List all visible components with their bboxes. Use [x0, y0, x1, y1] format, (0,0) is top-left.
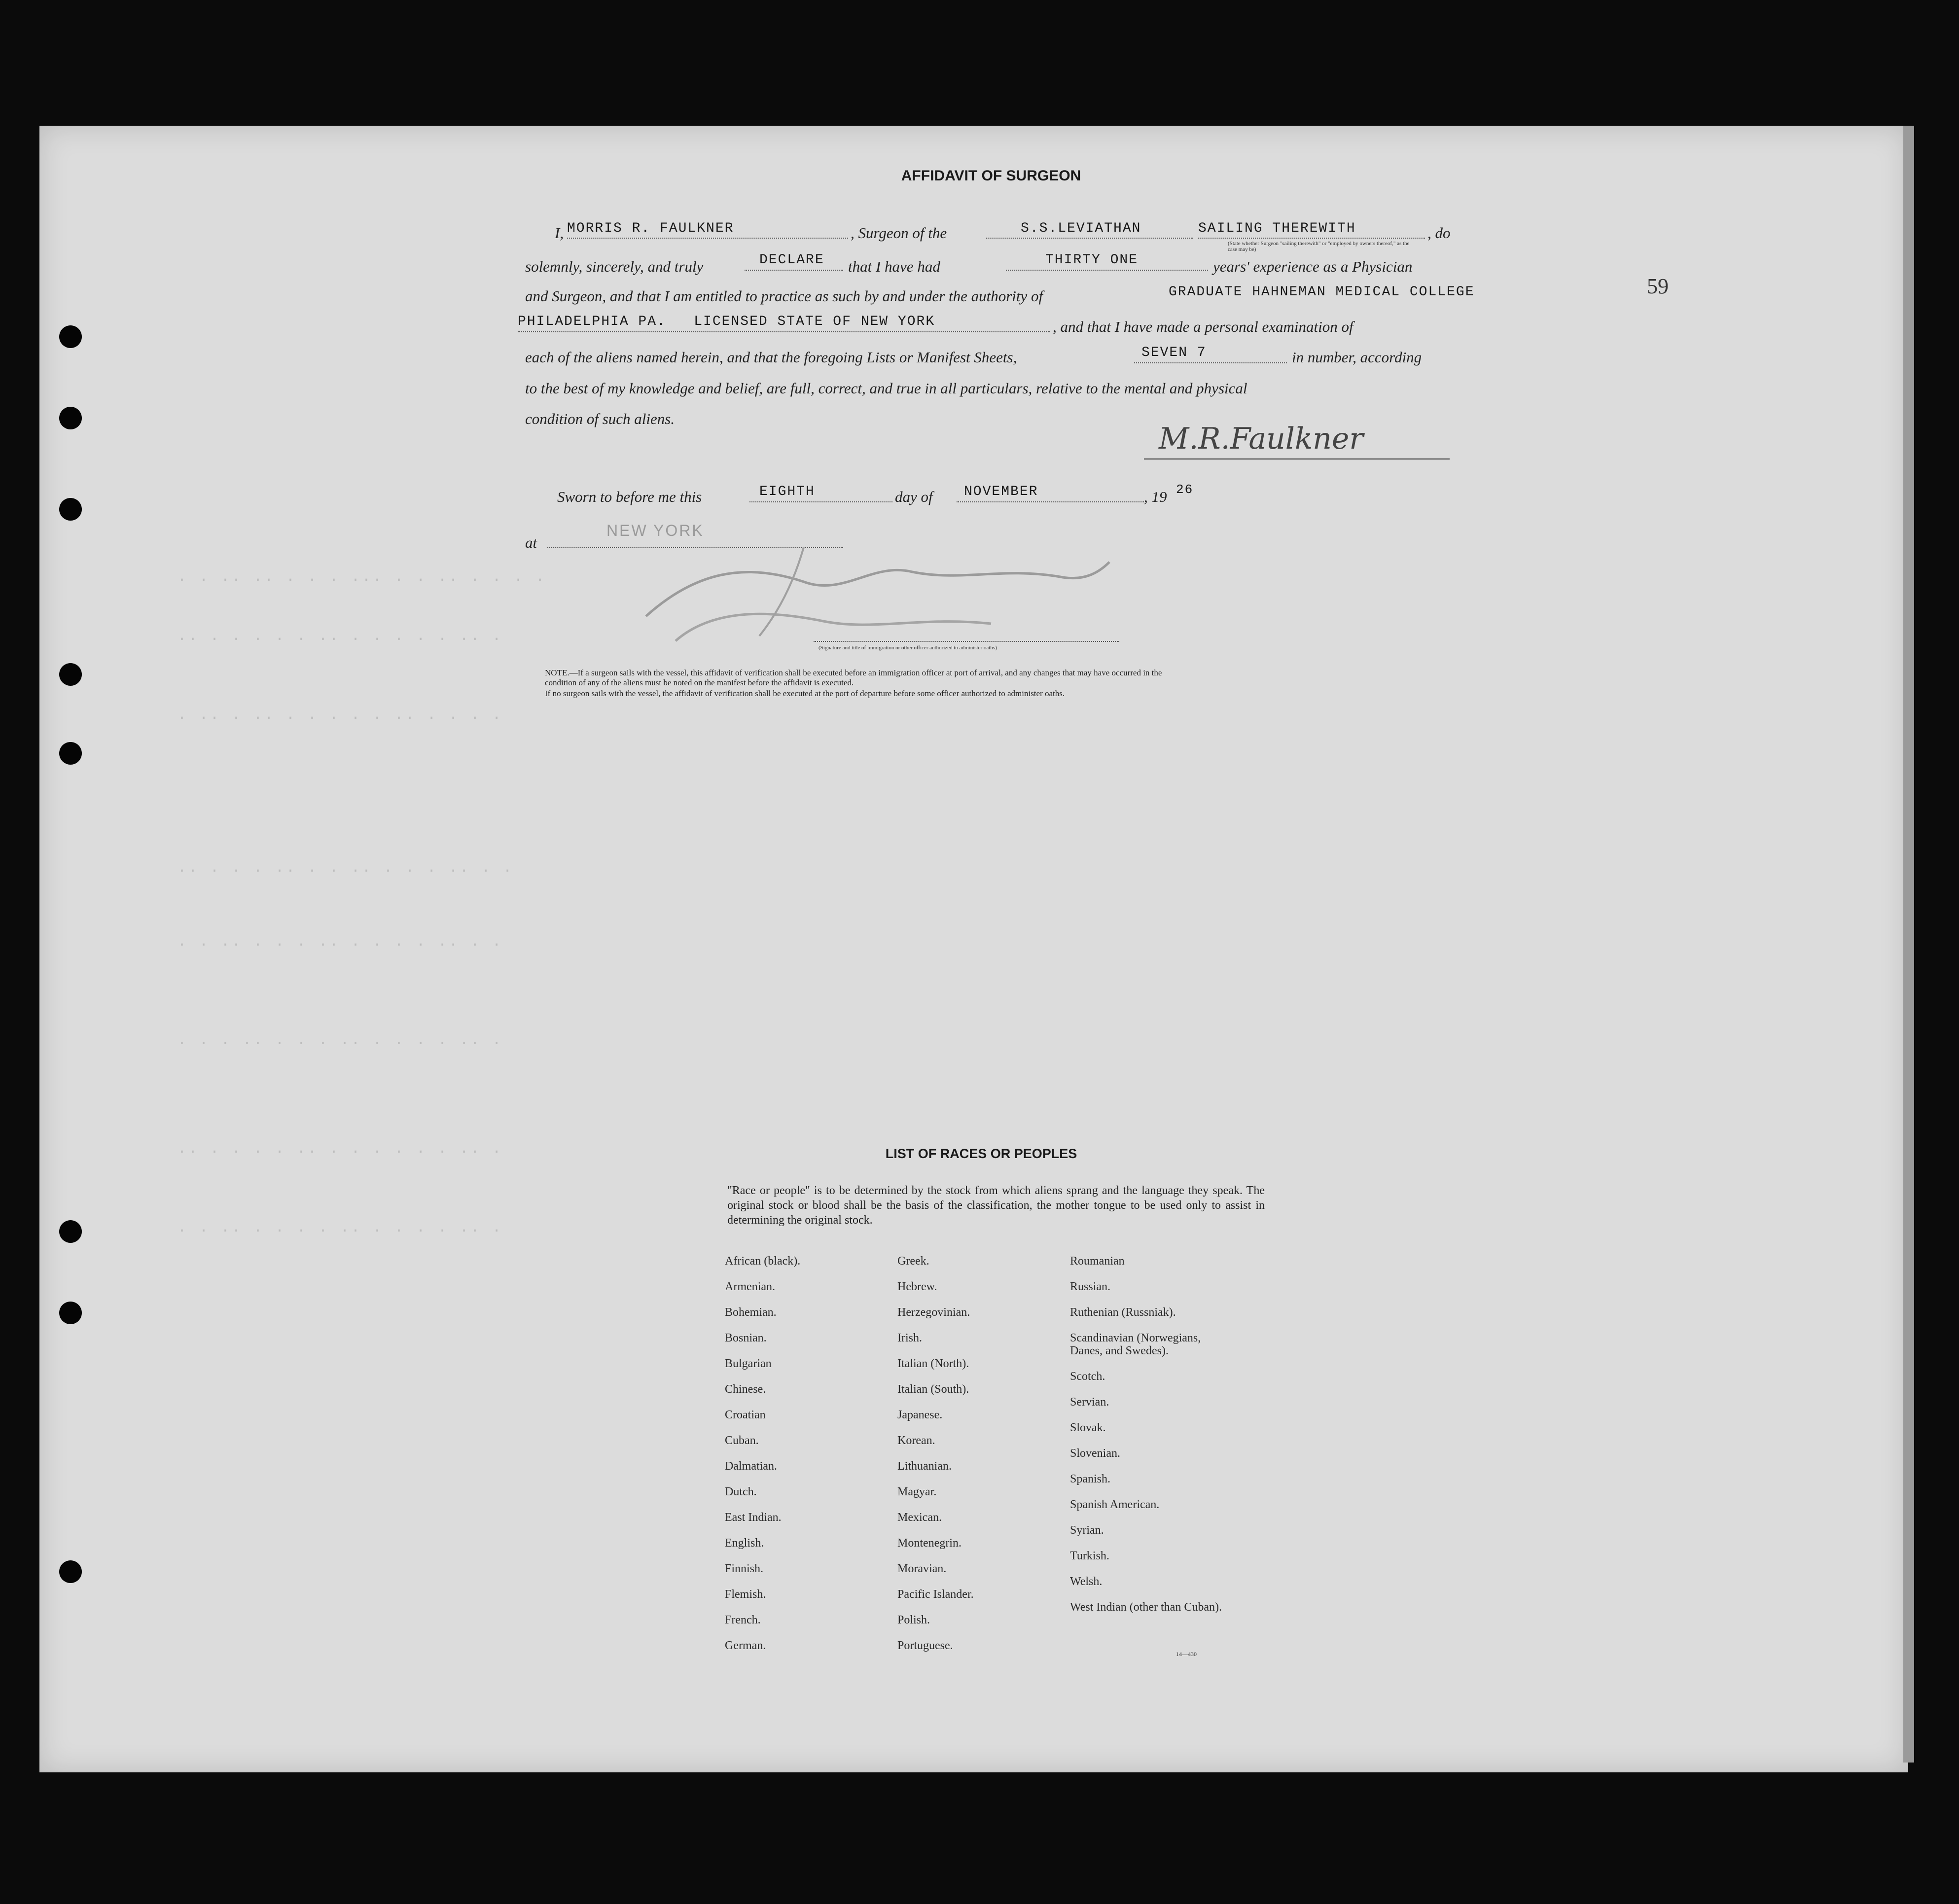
sheets-field: SEVEN 7 — [1141, 345, 1207, 360]
years-field: THIRTY ONE — [1045, 252, 1139, 268]
race-item: Scandinavian (Norwegians, Danes, and Swedes). — [1070, 1332, 1201, 1357]
race-item: Roumanian — [1070, 1255, 1125, 1268]
binder-hole — [59, 325, 82, 348]
race-item: Welsh. — [1070, 1575, 1103, 1588]
fill-line — [957, 501, 1144, 502]
race-item: French. — [725, 1614, 761, 1626]
affidavit-text: and Surgeon, and that I am entitled to practice as such by and under the authority of — [525, 287, 1043, 305]
race-item: Spanish. — [1070, 1473, 1111, 1485]
authority-field-1: GRADUATE HAHNEMAN MEDICAL COLLEGE — [1169, 284, 1475, 300]
races-column-1 — [725, 1255, 883, 1665]
binder-hole — [59, 1302, 82, 1324]
signature-line — [1144, 458, 1450, 459]
race-item: Magyar. — [897, 1485, 937, 1498]
officer-caption: (Signature and title of immigration or other officer authorized to administer oaths) — [819, 645, 997, 651]
race-item: Polish. — [897, 1614, 930, 1626]
race-item: Hebrew. — [897, 1280, 937, 1293]
race-item: Armenian. — [725, 1280, 775, 1293]
fill-line — [749, 501, 892, 502]
race-item: Finnish. — [725, 1562, 764, 1575]
fill-line — [986, 238, 1193, 239]
sworn-text: , 19 — [1144, 488, 1167, 505]
affidavit-title: AFFIDAVIT OF SURGEON — [901, 168, 1081, 184]
affidavit-text: years' experience as a Physician — [1213, 258, 1413, 275]
races-column-3 — [1070, 1255, 1233, 1626]
sailing-status-field: SAILING THEREWITH — [1198, 221, 1356, 236]
affidavit-text: each of the aliens named herein, and that the foregoing Lists or Manifest Sheets, — [525, 349, 1017, 366]
sworn-year-field: 26 — [1176, 482, 1194, 497]
races-intro: "Race or people" is to be determined by the stock from which aliens sprang and the language they speak. The original stock or blood shall be the basis of the classification, the mother tongue to be used only to assist in determining the original stock. — [727, 1184, 1265, 1227]
race-item: Syrian. — [1070, 1524, 1104, 1537]
fill-line — [567, 238, 848, 239]
authority-field-2: PHILADELPHIA PA. LICENSED STATE OF NEW YORK — [518, 314, 935, 329]
binder-hole — [59, 407, 82, 429]
binder-hole — [59, 498, 82, 521]
sworn-at-label: at — [525, 534, 537, 551]
race-item: Bulgarian — [725, 1357, 772, 1370]
vessel-field: S.S.LEVIATHAN — [1021, 221, 1141, 236]
races-column-2 — [897, 1255, 1060, 1665]
sworn-day-field: EIGHTH — [759, 484, 815, 499]
race-item: Turkish. — [1070, 1550, 1109, 1562]
race-item: Dalmatian. — [725, 1460, 777, 1473]
race-item: African (black). — [725, 1255, 801, 1268]
race-item: Croatian — [725, 1409, 766, 1421]
affidavit-text: , Surgeon of the — [851, 224, 947, 242]
fill-line — [518, 331, 1050, 332]
affidavit-text: condition of such aliens. — [525, 410, 675, 427]
race-item: Portuguese. — [897, 1639, 953, 1652]
race-item: Slovenian. — [1070, 1447, 1120, 1460]
race-item: Moravian. — [897, 1562, 947, 1575]
surgeon-signature: M.R.Faulkner — [1159, 422, 1364, 456]
affidavit-text: , do — [1427, 224, 1451, 242]
sailing-caption: (State whether Surgeon "sailing therewith" or "employed by owners thereof," as the case may be) — [1228, 241, 1410, 252]
race-item: Bohemian. — [725, 1306, 777, 1319]
race-item: Pacific Islander. — [897, 1588, 974, 1601]
race-item: Italian (North). — [897, 1357, 969, 1370]
race-item: Japanese. — [897, 1409, 943, 1421]
race-item: West Indian (other than Cuban). — [1070, 1601, 1222, 1614]
race-item: Korean. — [897, 1434, 935, 1447]
page-number: 59 — [1647, 274, 1669, 298]
race-item: Montenegrin. — [897, 1537, 962, 1550]
race-item: Mexican. — [897, 1511, 942, 1524]
race-item: Cuban. — [725, 1434, 759, 1447]
race-item: Flemish. — [725, 1588, 766, 1601]
affidavit-text: , and that I have made a personal examination of — [1053, 318, 1353, 335]
binder-hole — [59, 663, 82, 686]
race-item: East Indian. — [725, 1511, 782, 1524]
affidavit-text: to the best of my knowledge and belief, are full, correct, and true in all particulars, relative to the mental and physical — [525, 380, 1247, 397]
race-item: Dutch. — [725, 1485, 757, 1498]
officer-signature — [616, 542, 1134, 651]
note-line: condition of any of the aliens must be noted on the manifest before the affidavit is executed. — [545, 678, 854, 687]
race-item: Ruthenian (Russniak). — [1070, 1306, 1176, 1319]
race-item: Lithuanian. — [897, 1460, 952, 1473]
race-item: Bosnian. — [725, 1332, 767, 1344]
race-item: Slovak. — [1070, 1421, 1106, 1434]
race-item: Scotch. — [1070, 1370, 1105, 1383]
affidavit-text: I, — [555, 224, 564, 242]
binder-hole — [59, 1560, 82, 1583]
affidavit-text: solemnly, sincerely, and truly — [525, 258, 704, 275]
race-item: German. — [725, 1639, 766, 1652]
declare-field: DECLARE — [759, 252, 824, 268]
race-item: Russian. — [1070, 1280, 1111, 1293]
note-line: NOTE.—If a surgeon sails with the vessel, this affidavit of verification shall be executed before an immigration officer at port of arrival, and any changes that may have occurred in the — [545, 668, 1162, 677]
race-item: Chinese. — [725, 1383, 766, 1396]
race-item: Servian. — [1070, 1396, 1109, 1409]
races-title: LIST OF RACES OR PEOPLES — [885, 1146, 1077, 1161]
binder-hole — [59, 1220, 82, 1243]
fill-line — [1006, 270, 1208, 271]
fill-line — [1134, 362, 1287, 363]
officer-line — [814, 641, 1119, 642]
race-item: English. — [725, 1537, 764, 1550]
page-edge — [1903, 126, 1914, 1763]
sworn-text: Sworn to before me this — [557, 488, 702, 505]
sworn-month-field: NOVEMBER — [964, 484, 1038, 499]
race-item: Irish. — [897, 1332, 922, 1344]
fill-line — [745, 270, 843, 271]
form-number: 14—430 — [1176, 1651, 1197, 1657]
sworn-place-stamp: NEW YORK — [606, 522, 704, 539]
note-line: If no surgeon sails with the vessel, the affidavit of verification shall be executed at the port of departure before some officer authorized to administer oaths. — [545, 689, 1065, 698]
race-item: Greek. — [897, 1255, 929, 1268]
race-item: Italian (South). — [897, 1383, 969, 1396]
race-item: Spanish American. — [1070, 1498, 1160, 1511]
surgeon-name-field: MORRIS R. FAULKNER — [567, 221, 734, 236]
affidavit-text: in number, according — [1292, 349, 1422, 366]
binder-hole — [59, 742, 82, 765]
affidavit-text: that I have had — [848, 258, 940, 275]
race-item: Herzegovinian. — [897, 1306, 970, 1319]
fill-line — [1198, 238, 1425, 239]
sworn-text: day of — [895, 488, 933, 505]
